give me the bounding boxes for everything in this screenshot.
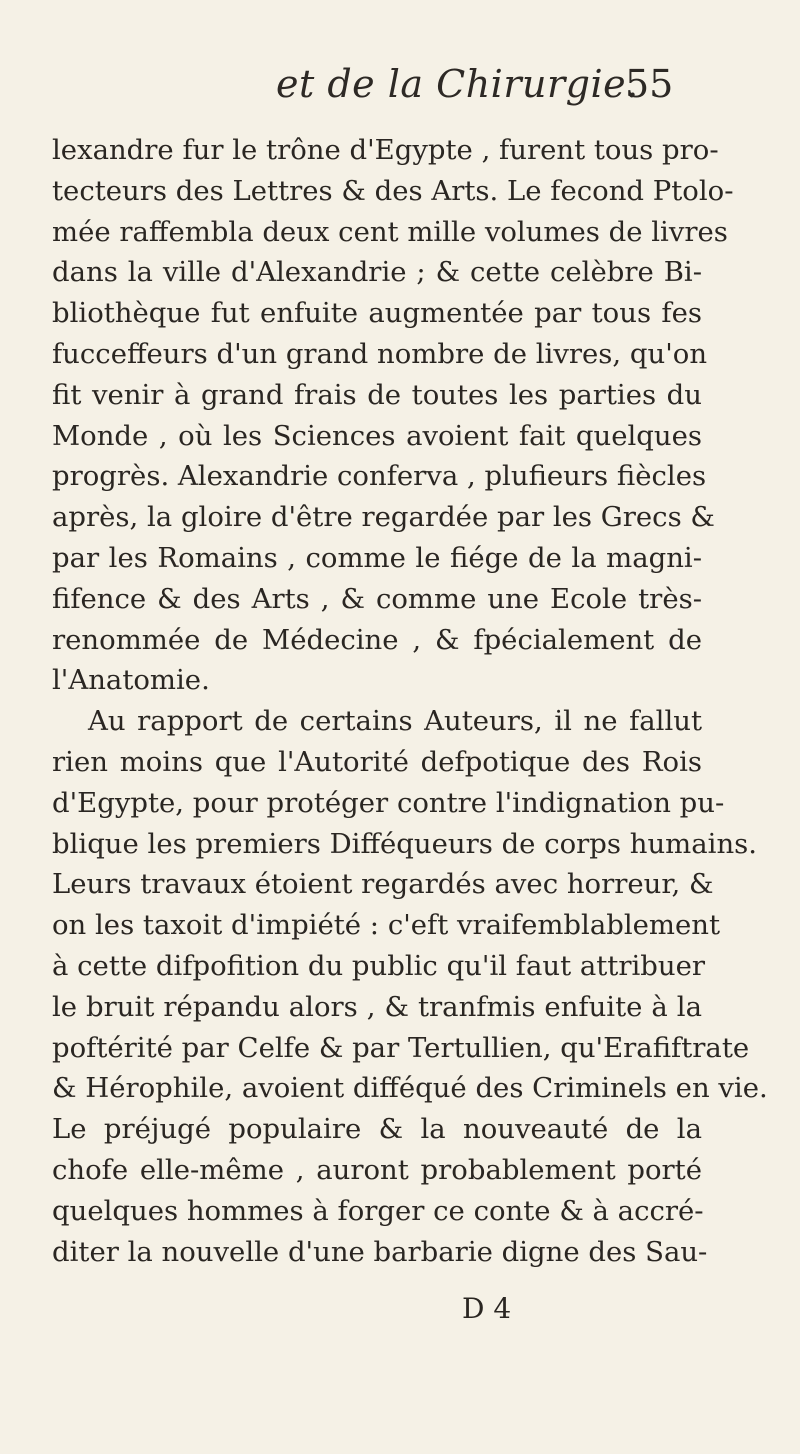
text-line: progrès. Alexandrie conferva , plufieurs fiècles (52, 460, 707, 493)
text-line: après, la gloire d'être regardée par les Grecs & (52, 501, 715, 534)
text-line: & Hérophile, avoient difféqué des Criminels en vie. (52, 1072, 768, 1105)
text-line: quelques hommes à forger ce conte & à accré- (52, 1194, 704, 1227)
text-line: tecteurs des Lettres & des Arts. Le fecond Ptolo- (52, 174, 734, 207)
text-line: on les taxoit d'impiété : c'eft vraifemblablement (52, 909, 721, 942)
text-line: rien moins que l'Autorité defpotique des Rois (52, 745, 702, 778)
text-line: fucceffeurs d'un grand nombre de livres, qu'on (52, 337, 708, 370)
text-line: le bruit répandu alors , & tranfmis enfuite à la (52, 990, 702, 1023)
running-head-title: et de la Chirurgie. (276, 62, 639, 106)
signature-mark: D 4 (462, 1292, 512, 1325)
page-number: 55 (625, 62, 674, 106)
text-line: dans la ville d'Alexandrie ; & cette celèbre Bi- (52, 256, 702, 289)
text-line: poftérité par Celfe & par Tertullien, qu'Erafiftrate (52, 1031, 750, 1064)
text-line: fifence & des Arts , & comme une Ecole très- (52, 582, 702, 615)
body-text (52, 130, 768, 1272)
text-line: diter la nouvelle d'une barbarie digne des Sau- (52, 1235, 708, 1268)
text-line: l'Anatomie. (52, 664, 210, 697)
text-line: Le préjugé populaire & la nouveauté de la (52, 1113, 702, 1146)
running-head (0, 62, 800, 112)
text-line: d'Egypte, pour protéger contre l'indignation pu- (52, 786, 725, 819)
text-line: à cette difpofition du public qu'il faut attribuer (52, 949, 706, 982)
text-line: Au rapport de certains Auteurs, il ne fallut (88, 705, 702, 738)
text-line: bliothèque fut enfuite augmentée par tous fes (52, 297, 702, 330)
text-line: par les Romains , comme le fiége de la magni- (52, 541, 702, 574)
text-line: mée raffembla deux cent mille volumes de livres (52, 215, 728, 248)
text-line: Leurs travaux étoient regardés avec horreur, & (52, 868, 714, 901)
text-line: chofe elle-même , auront probablement porté (52, 1153, 702, 1186)
text-line: Monde , où les Sciences avoient fait quelques (52, 419, 702, 452)
text-line: blique les premiers Difféqueurs de corps humains. (52, 827, 758, 860)
text-line: lexandre fur le trône d'Egypte , furent tous pro- (52, 134, 719, 166)
text-line: renommée de Médecine , & fpécialement de (52, 623, 702, 656)
text-line: fit venir à grand frais de toutes les parties du (52, 378, 702, 411)
